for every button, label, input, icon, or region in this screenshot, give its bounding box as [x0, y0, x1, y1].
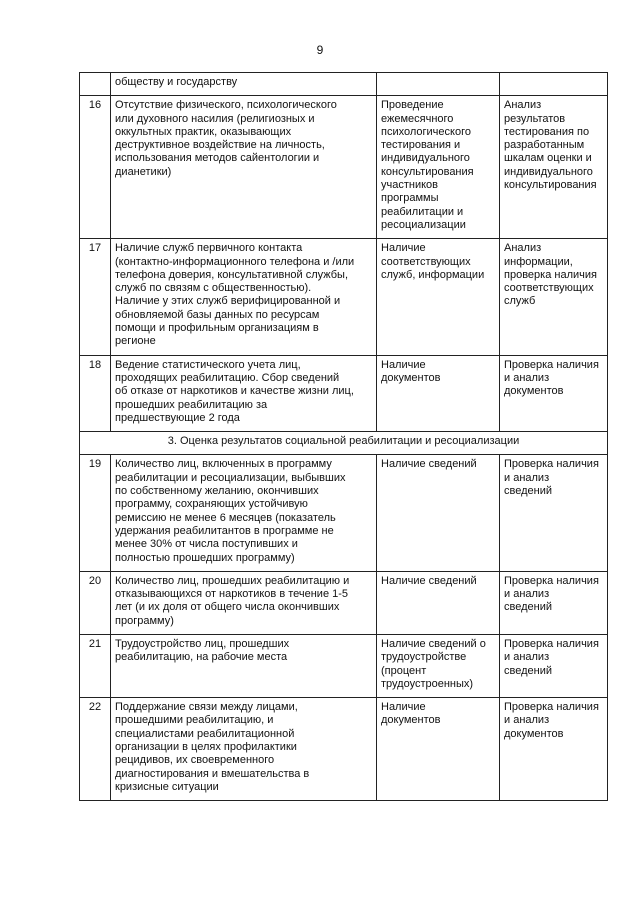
criterion-cell: Наличие служб первичного контакта (контактно-информационного телефона и /или телефона доверия, консультативной службы, служб по связям с общественностью). Наличие у этих служб верифицированной и обновляемой базы данных по ресурсам помощи и профильным организациям в регионе — [111, 239, 377, 355]
indicator-cell: Наличие сведений — [377, 455, 500, 571]
row-number-cell: 17 — [80, 239, 111, 355]
indicator-cell: Наличие документов — [377, 698, 500, 801]
row-number-cell: 21 — [80, 634, 111, 697]
method-cell: Анализ информации, проверка наличия соответствующих служб — [500, 239, 608, 355]
section-row — [80, 432, 608, 455]
table-section-header — [80, 432, 608, 455]
criteria-table — [79, 72, 608, 801]
criterion-cell: Трудоустройство лиц, прошедших реабилитацию, на рабочие места — [111, 634, 377, 697]
method-cell: Проверка наличия и анализ сведений — [500, 634, 608, 697]
method-cell: Проверка наличия и анализ документов — [500, 698, 608, 801]
table-body-part-1 — [80, 73, 608, 432]
method-cell: Анализ результатов тестирования по разработанным шкалам оценки и индивидуального консультирования — [500, 96, 608, 239]
criterion-cell: Ведение статистического учета лиц, проходящих реабилитацию. Сбор сведений об отказе от наркотиков и качестве жизни лиц, прошедших реабилитацию за предшествующие 2 года — [111, 355, 377, 431]
criterion-cell: Отсутствие физического, психологического или духовного насилия (религиозных и оккультных практик, оказывающих деструктивное воздействие на личность, использования методов сайентологии и дианетики) — [111, 96, 377, 239]
criterion-cell: обществу и государству — [111, 73, 377, 96]
indicator-cell: Наличие сведений о трудоустройстве (процент трудоустроенных) — [377, 634, 500, 697]
table-body-part-2 — [80, 455, 608, 801]
row-number-cell — [80, 73, 111, 96]
indicator-cell: Наличие соответствующих служб, информации — [377, 239, 500, 355]
table-row — [80, 239, 608, 355]
method-cell: Проверка наличия и анализ документов — [500, 355, 608, 431]
page-number: 9 — [316, 43, 324, 57]
row-number-cell: 16 — [80, 96, 111, 239]
indicator-cell: Проведение ежемесячного психологического тестирования и индивидуального консультирования участников программы реабилитации и ресоциализации — [377, 96, 500, 239]
method-cell — [500, 73, 608, 96]
table-row — [80, 698, 608, 801]
table-row — [80, 96, 608, 239]
table-row — [80, 73, 608, 96]
section-title: 3. Оценка результатов социальной реабилитации и ресоциализации — [80, 432, 608, 455]
table-row — [80, 634, 608, 697]
row-number-cell: 20 — [80, 571, 111, 634]
method-cell: Проверка наличия и анализ сведений — [500, 455, 608, 571]
row-number-cell: 22 — [80, 698, 111, 801]
method-cell: Проверка наличия и анализ сведений — [500, 571, 608, 634]
indicator-cell: Наличие документов — [377, 355, 500, 431]
indicator-cell: Наличие сведений — [377, 571, 500, 634]
row-number-cell: 18 — [80, 355, 111, 431]
table-row — [80, 455, 608, 571]
table-row — [80, 571, 608, 634]
table-row — [80, 355, 608, 431]
criterion-cell: Количество лиц, включенных в программу реабилитации и ресоциализации, выбывших по собственному желанию, окончивших программу, сохраняющих устойчивую ремиссию не менее 6 месяцев (показатель удержания реабилитантов в программе не менее 30% от числа поступивших и полностью прошедших программу) — [111, 455, 377, 571]
criterion-cell: Количество лиц, прошедших реабилитацию и отказывающихся от наркотиков в течение 1-5 лет (и их доля от общего числа окончивших программу) — [111, 571, 377, 634]
criterion-cell: Поддержание связи между лицами, прошедшими реабилитацию, и специалистами реабилитационной организации в целях профилактики рецидивов, их своевременного диагностирования и вмешательства в кризисные ситуации — [111, 698, 377, 801]
indicator-cell — [377, 73, 500, 96]
row-number-cell: 19 — [80, 455, 111, 571]
